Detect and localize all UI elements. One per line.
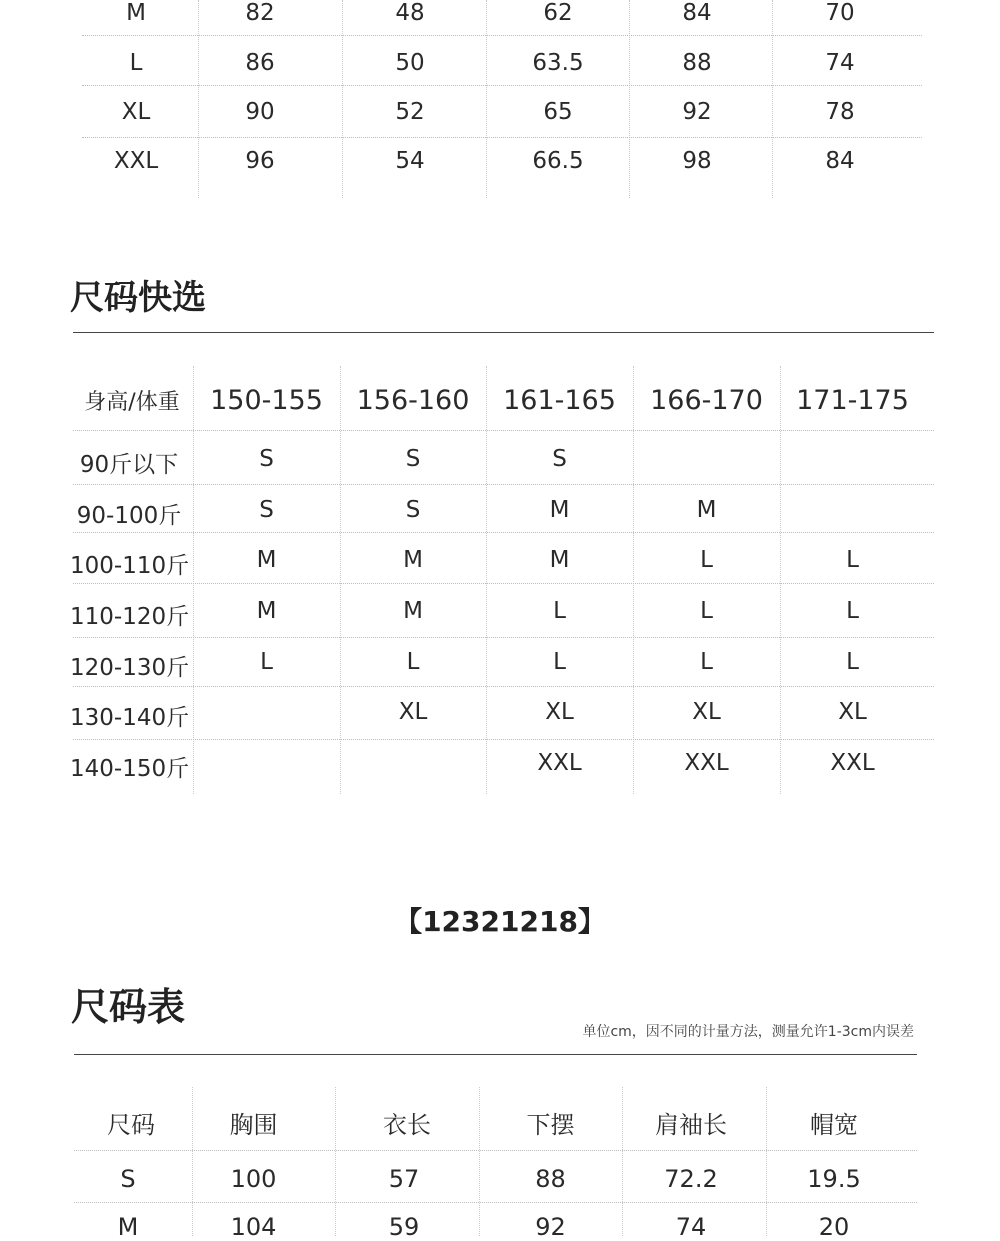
table-cell: XXL (830, 750, 875, 776)
column-header: 156-160 (356, 385, 470, 416)
table-cell: 104 (230, 1213, 277, 1241)
table-cell: L (700, 547, 713, 573)
size-chart-title: 尺码表 (71, 985, 186, 1029)
table-cell: 92 (535, 1213, 566, 1241)
table-cell: L (700, 598, 713, 624)
table-cell: 130-140斤 (70, 705, 190, 731)
table-cell: 70 (825, 0, 855, 26)
table-cell: 62 (543, 0, 573, 26)
table-cell: S (259, 446, 274, 472)
table-cell: XL (838, 699, 867, 725)
row-divider (82, 137, 922, 138)
column-header: 161-165 (503, 385, 616, 416)
table-cell: L (846, 649, 859, 675)
table-cell: 52 (395, 99, 425, 125)
measurement-note: 单位cm，因不同的计量方法，测量允许1-3cm内误差 (582, 1024, 914, 1040)
table-cell: 74 (825, 50, 855, 76)
table-cell: M (696, 497, 717, 523)
table-cell: M (549, 497, 570, 523)
table-cell: 78 (825, 99, 855, 125)
row-divider (82, 35, 922, 36)
table-cell: 57 (388, 1165, 420, 1193)
section-divider (74, 1054, 917, 1055)
table-cell: M (403, 547, 423, 573)
table-cell: 74 (675, 1213, 707, 1241)
row-divider (73, 532, 934, 533)
table-cell: XXL (537, 750, 582, 776)
table-cell: L (700, 649, 713, 675)
table-cell: 48 (395, 0, 425, 26)
table-cell: 120-130斤 (70, 655, 190, 681)
section-divider (73, 332, 934, 333)
row-divider (73, 430, 934, 431)
row-divider (73, 686, 934, 687)
table-cell: S (405, 446, 421, 472)
table-cell: 110-120斤 (70, 604, 190, 630)
table-cell: 140-150斤 (70, 756, 190, 782)
column-header: 150-155 (210, 385, 323, 416)
column-header: 171-175 (796, 385, 909, 416)
table-cell: L (553, 598, 566, 624)
table-cell: XL (545, 699, 574, 725)
table-cell: M (256, 547, 277, 573)
table-cell: 100 (230, 1165, 277, 1193)
table-cell: 98 (682, 148, 712, 174)
table-cell: 86 (245, 50, 275, 76)
table-cell: L (260, 649, 273, 675)
column-divider (342, 0, 343, 198)
table-cell: 82 (245, 0, 275, 26)
table-cell: 54 (395, 148, 425, 174)
quick-select-title: 尺码快选 (70, 278, 206, 318)
column-header: 肩袖长 (655, 1111, 727, 1139)
column-header: 身高/体重 (84, 390, 180, 415)
column-divider (198, 0, 199, 198)
row-divider (74, 1202, 917, 1203)
column-header: 胸围 (229, 1111, 278, 1139)
table-cell: L (129, 50, 143, 76)
table-cell: 66.5 (532, 148, 584, 174)
table-cell: M (256, 598, 277, 624)
column-header: 166-170 (650, 385, 763, 416)
column-header: 下摆 (526, 1111, 575, 1139)
table-cell: 96 (245, 148, 275, 174)
table-cell: 72.2 (664, 1165, 718, 1193)
row-divider (74, 1150, 917, 1151)
table-cell: 92 (682, 99, 712, 125)
table-cell: 19.5 (807, 1165, 861, 1193)
table-cell: 90-100斤 (76, 503, 182, 529)
table-cell: 90斤以下 (79, 452, 179, 478)
table-cell: M (126, 0, 146, 26)
row-divider (73, 637, 934, 638)
table-cell: S (120, 1165, 136, 1193)
table-cell: L (846, 598, 859, 624)
table-cell: 20 (818, 1213, 850, 1241)
table-cell: 100-110斤 (70, 553, 190, 579)
table-cell: L (846, 547, 859, 573)
column-header: 尺码 (107, 1111, 155, 1139)
table-cell: 84 (825, 148, 855, 174)
column-divider (486, 0, 487, 198)
table-cell: XXL (113, 148, 159, 174)
table-cell: L (406, 649, 420, 675)
row-divider (82, 85, 922, 86)
table-cell: 84 (682, 0, 712, 26)
table-cell: XL (692, 699, 721, 725)
table-cell: M (549, 547, 570, 573)
table-cell: S (259, 497, 274, 523)
row-divider (73, 484, 934, 485)
table-cell: 90 (245, 99, 275, 125)
column-divider (629, 0, 630, 198)
table-cell: 88 (682, 50, 712, 76)
row-divider (73, 583, 934, 584)
row-divider (73, 739, 934, 740)
table-cell: S (552, 446, 567, 472)
table-cell: M (403, 598, 423, 624)
table-cell: XXL (684, 750, 729, 776)
table-cell: 59 (388, 1213, 420, 1241)
table-cell: 63.5 (532, 50, 584, 76)
table-cell: S (405, 497, 421, 523)
table-cell: L (553, 649, 566, 675)
table-cell: XL (398, 699, 428, 725)
table-cell: 50 (395, 50, 425, 76)
table-cell: 65 (543, 99, 573, 125)
column-header: 衣长 (383, 1111, 431, 1139)
table-cell: 88 (535, 1165, 566, 1193)
table-cell: M (117, 1213, 139, 1241)
column-header: 帽宽 (810, 1111, 858, 1139)
table-cell: XL (121, 99, 151, 125)
product-code: 【12321218】 (394, 905, 606, 938)
column-divider (772, 0, 773, 198)
